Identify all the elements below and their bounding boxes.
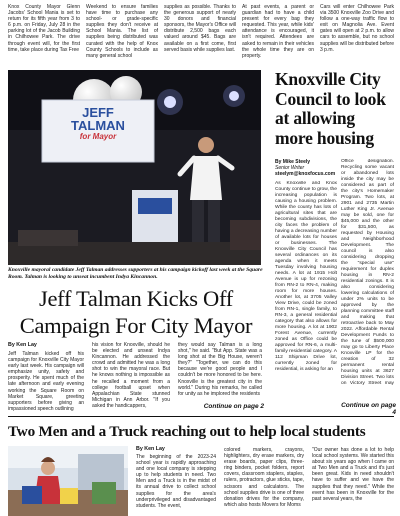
council-headline: Knoxville City Council to look at allowing more housing <box>275 69 386 148</box>
sign-name <box>48 106 148 142</box>
moving-col-3: "Our owner has done a lot to help local school systems. We started this about six years ago when I came on at Two Men and a Truck and it's just been great. Kids in need shouldn't have to suffer and we have the supplies that they need." While the event has been in Knoxville for the past several years, the <box>312 447 394 502</box>
top-story-col-3: supplies as possible. Thanks to the generous support of nearly 30 donors and financial sponsors, the Mayor's Office will distribute 2,500 bags each valued around $45. Bags are available on a first come, first served basis while supplies last. <box>164 4 236 53</box>
talman-col-1: Jeff Talman kicked off his campaign for Knoxville City Mayor early last week. His campaign will emphasize unity, safety and prosperity. He spent much of the late afternoon and early evening working the Square Room on Market Square, greeting supporters before giving an impassioned speech outlining <box>8 351 84 411</box>
talman-continue-link[interactable]: Continue on page 2 <box>203 403 264 410</box>
council-byline-title: Senior Writer <box>275 165 305 171</box>
top-story-col-5: Cars will enter Chilhowee Park via 3500 Knoxville Zoo Drive and follow a one-way traffic flow to exit on Magnolia Ave. Event gates will open at 2 p.m. to allow cars to assemble, but no school supplies will be distributed before 3 p.m. <box>320 4 394 53</box>
council-col-1: As Knoxville and Knox County continue to grow, the increasing population is causing a housing problem. While the county has lots of agricultural sites that are becoming subdivisions, the city faces the problem of having a decreasing number of available lots for houses or businesses. The Knoxville City Council has several ordinances on its agenda when it meets Tuesday involving housing needs. A lot at 1915 Holt Avenue is up for rezoning from RN-2 to RN-4, making room for more houses. Another lot, at 3705 Valley View Drive, could be zoned from RN-1, single family, to RN-3, a general residential category that also allows for more housing. A lot at 1902 Forest Avenue, currently zoned as Office could be approved for RN-6, a multi-family residential category. A 112 Shipman Drive lot, currently zoned for residential, is asking for an <box>275 181 337 372</box>
council-continue-link[interactable]: Continue on page 4 <box>341 402 396 416</box>
top-story-col-4: At past events, a parent or guardian had to have a child present for every bag they requested. This year, while kids' attendance is encouraged, it isn't required. Attendees are asked to remain in their vehicles the whole time they are on property. <box>242 4 314 59</box>
top-story-col-1: Knox County Mayor Glenn Jacobs' School Mania is set to return for its fifth year from 3 to 6 p.m. on Friday, July 28 in the parking lot of the Jacob Building in Chilhowee Park. The drive through event will, for the first time, take place during Tax Free <box>8 4 80 53</box>
campaign-photo <box>8 70 261 265</box>
moving-byline: By Ken Lay <box>136 446 165 452</box>
council-byline-name: By Mike Steely <box>275 159 311 165</box>
talman-byline: By Ken Lay <box>8 342 37 348</box>
top-story-col-2: Weekend to ensure families have time to purchase any school- or grade-specific supplies they don't receive at School Mania. The list of supplies being distributed was curated with the help of Knox County Schools to include as many general school <box>86 4 158 59</box>
moving-photo-image <box>8 446 128 516</box>
sign-name-line-1: JEFF <box>82 105 114 120</box>
council-col-2: Office designation. Recycling some vacant or abandoned lots inside the city may be considered as part of the city's Homemaker Program. Two lots, at 2901 and 2735 Martin Luther King Jr. Avenue may be sold, one for $45,000 and the other for $31,500, as requested by Housing and Neighborhood Development. The council is also considering dropping the "special use" requirement for duplex housing in RN-2 residential zonings. It is also considering lowering calculations of under 2% units to be approved by the planning committee staff and making that retroactive back to May 2022. Affordable Rental Development Funds to the tune of $500,000 may go to Liberty Place Knoxville LP for the creation of 32 permanent rental housing units at 3627 Division Street. Two lots on Victory Street may <box>341 159 394 385</box>
talman-col-2: his vision for Knoxville, should he be elected and unseat Indya Kincannon. He addressed the crowd and admitted he was a long shot to win the mayoral race. But he knows nothing is impossible as he recalled a moment from a college football upset when Appalachian State stunned Michigan in Ann Arbor. "If you asked the handicappers, <box>92 342 170 409</box>
moving-photo <box>8 446 128 516</box>
council-byline <box>275 159 337 177</box>
campaign-photo-image <box>8 70 261 265</box>
moving-headline: Two Men and a Truck reaching out to help local students <box>8 423 366 440</box>
section-divider <box>8 416 394 417</box>
talman-headline: Jeff Talman Kicks Off Campaign For City Mayor <box>19 286 253 338</box>
sign-name-line-2: TALMAN <box>71 118 125 133</box>
moving-col-1: The beginning of the 2023-24 school year is rapidly approaching and one local company is stepping up to help students in need. Two Men and a Truck is in the midst of its annual drive to collect school supplies for the area's underprivileged and disadvantaged students. The event, <box>136 454 216 509</box>
moving-col-2: colored markers, crayons, highlighters, dry erase markers, dry erase boards, paper clips, three-ring binders, pocket folders, report covers, classroom staplers, staples, rulers, protractors, glue sticks, tape, scissors and calculators. The school supplies drive is one of three donation drives for the company, which also hosts Movers for Moms <box>224 447 304 508</box>
sign-tagline: for Mayor <box>79 132 117 141</box>
talman-col-3: they would say Talman is a long shot," he said. "But App. State was a long shot at the Big House, weren't they?" "Together, we can do this because we're good people and I couldn't be more honored to be here. Knoxville is the greatest city in the world." During his remarks, he called for unity as he implored the residents <box>178 342 262 397</box>
photo-caption: Knoxville mayoral candidate Jeff Talman addresses supporters at his campaign kickoff last week at the Square Room. Talman is looking to unseat incumbent Indya Kincannon. <box>8 267 263 280</box>
council-byline-email: steelym@knoxfocus.com <box>275 171 336 177</box>
